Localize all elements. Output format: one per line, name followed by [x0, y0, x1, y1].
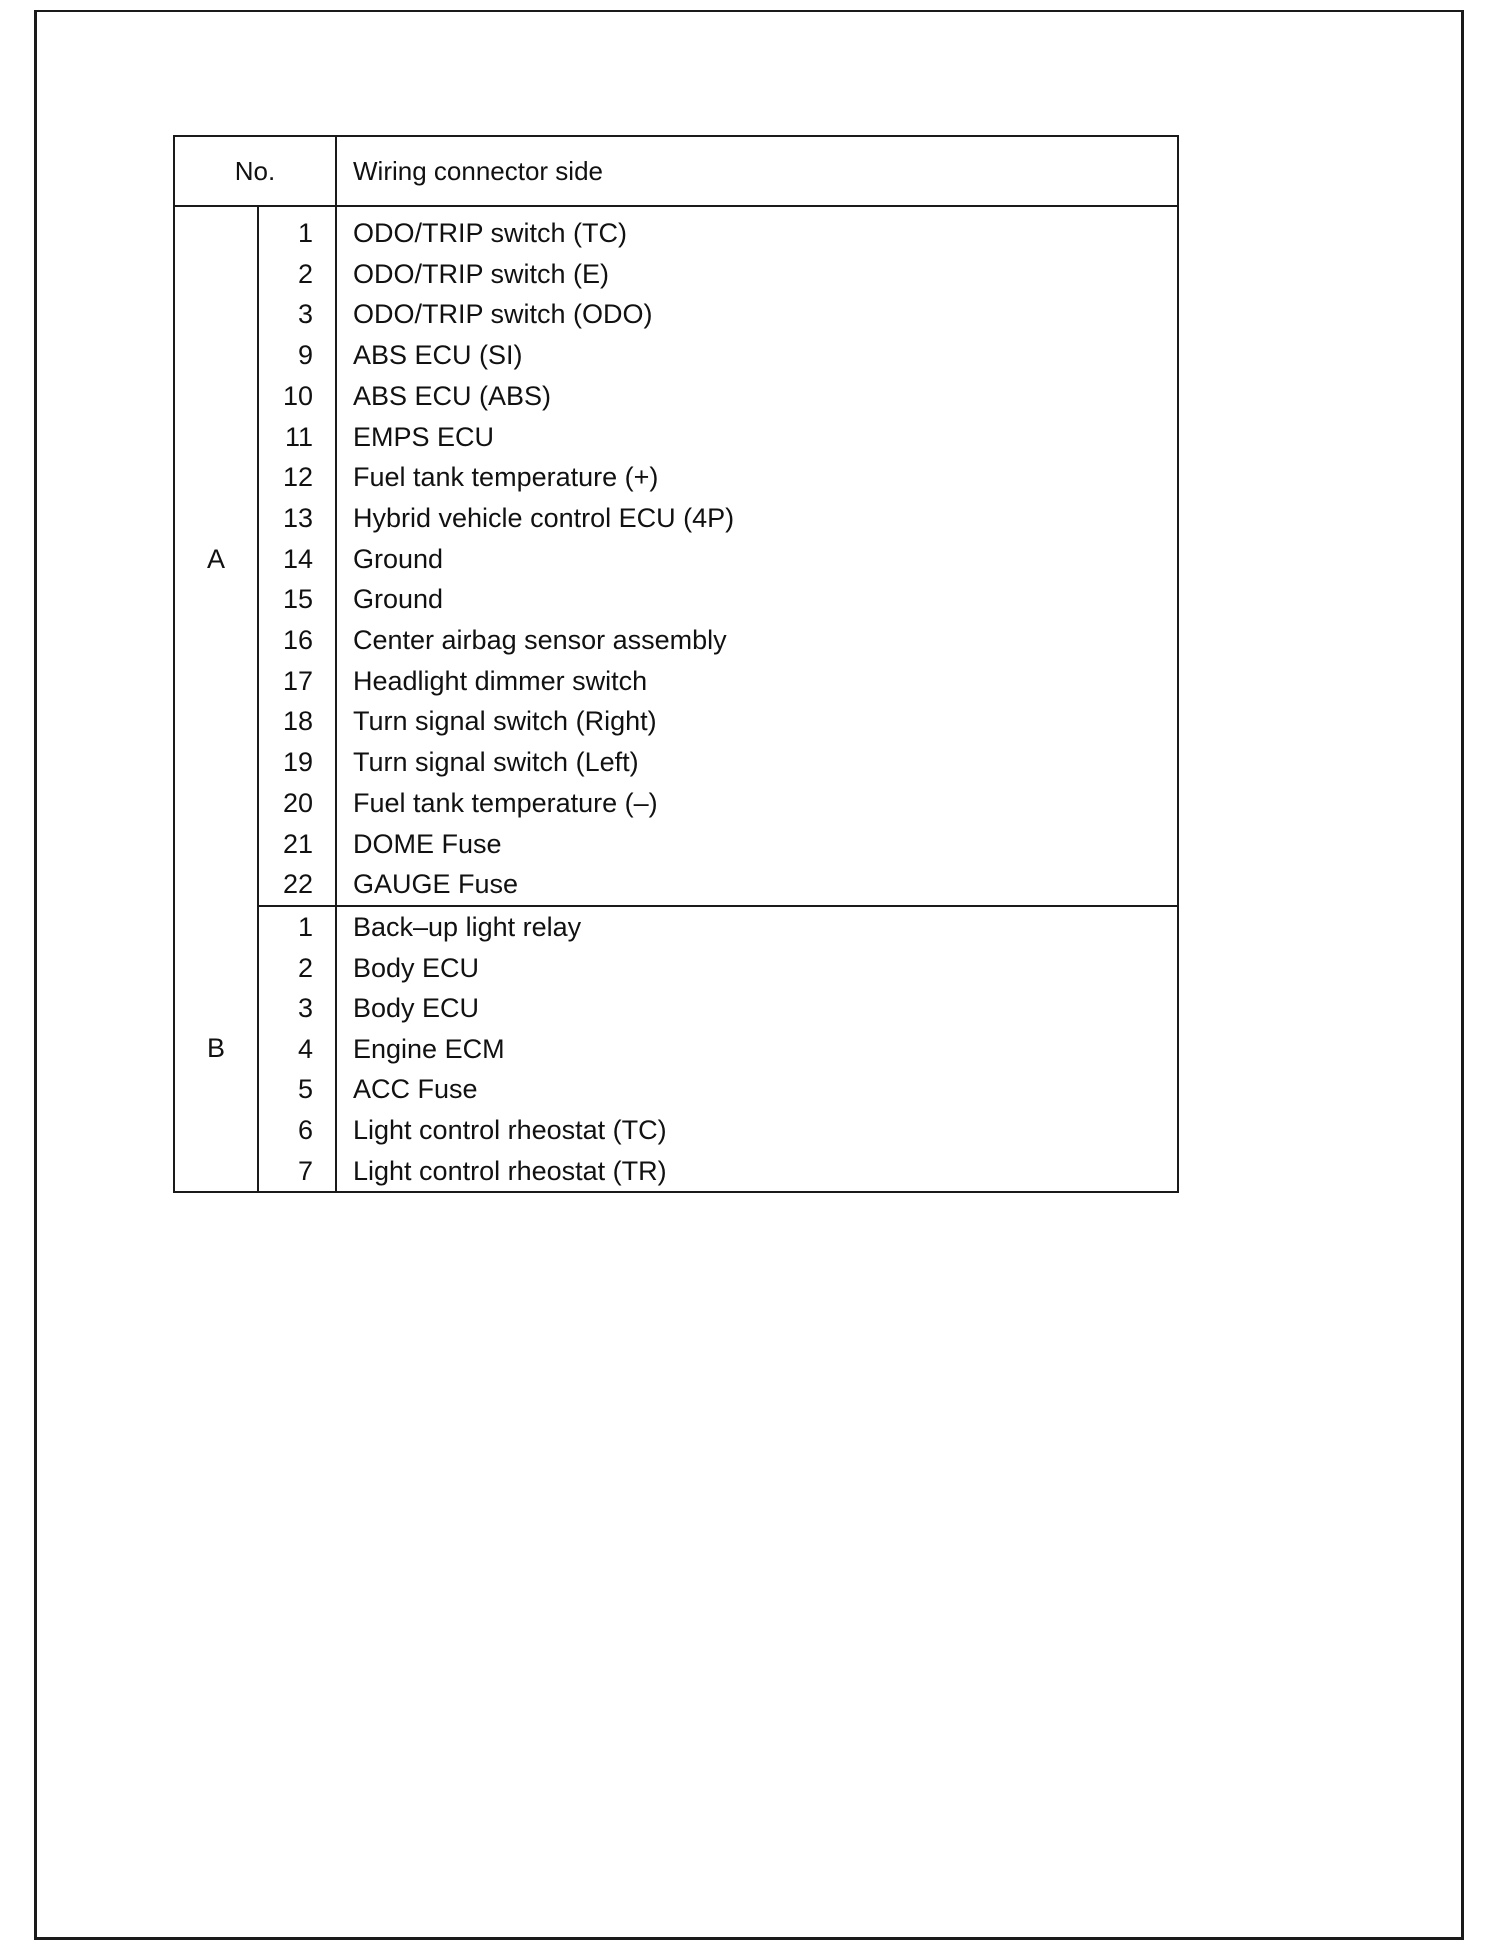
pin-number: 2: [258, 948, 336, 989]
pin-number: 19: [258, 742, 336, 783]
pin-description: Center airbag sensor assembly: [353, 625, 727, 656]
pin-number: 4: [258, 1029, 336, 1070]
pin-description: Hybrid vehicle control ECU (4P): [353, 502, 735, 533]
pin-number: 5: [258, 1069, 336, 1110]
pin-description: ACC Fuse: [353, 1074, 478, 1105]
table-row: [174, 335, 1178, 376]
table-row: [174, 498, 1178, 539]
pin-number: 1: [258, 206, 336, 254]
connector-table-container: [173, 135, 1177, 1193]
table-row: [174, 1151, 1178, 1193]
pin-number: 3: [258, 294, 336, 335]
pin-description: ODO/TRIP switch (TC): [353, 218, 628, 248]
pin-number: 1: [258, 906, 336, 948]
pin-number: 22: [258, 864, 336, 906]
table-row: [174, 988, 1178, 1029]
pin-number: 7: [258, 1151, 336, 1193]
pin-number: 12: [258, 457, 336, 498]
pin-number: 6: [258, 1110, 336, 1151]
connector-group-a: [174, 206, 1178, 906]
pin-description: DOME Fuse: [353, 828, 502, 859]
pin-number: 21: [258, 824, 336, 865]
table-row: [174, 206, 1178, 254]
header-description: Wiring connector side: [336, 136, 1178, 206]
pin-description: ODO/TRIP switch (ODO): [353, 299, 653, 330]
pin-number: 16: [258, 620, 336, 661]
pin-number: 15: [258, 579, 336, 620]
pin-description: Turn signal switch (Right): [353, 706, 657, 737]
pin-description: ABS ECU (ABS): [353, 380, 552, 411]
header-no: No.: [174, 136, 336, 206]
table-row: [174, 620, 1178, 661]
pin-description: Body ECU: [353, 952, 480, 983]
table-row: [174, 864, 1178, 906]
pin-number: 18: [258, 701, 336, 742]
pin-description: ODO/TRIP switch (E): [353, 258, 610, 289]
table-row: [174, 948, 1178, 989]
pin-description: Engine ECM: [353, 1033, 505, 1064]
table-row: [174, 417, 1178, 458]
pin-number: 11: [258, 417, 336, 458]
pin-description: Ground: [353, 584, 444, 615]
pin-description: Fuel tank temperature (+): [353, 462, 659, 493]
table-row: [174, 824, 1178, 865]
pin-number: 9: [258, 335, 336, 376]
pin-description: Fuel tank temperature (–): [353, 787, 658, 818]
table-header-row: [174, 136, 1178, 206]
pin-description: GAUGE Fuse: [336, 864, 1178, 906]
table-row: [174, 661, 1178, 702]
table-row: [174, 254, 1178, 295]
pin-description: Ground: [353, 543, 444, 574]
pin-description: Turn signal switch (Left): [353, 747, 639, 778]
pin-number: 2: [258, 254, 336, 295]
connector-pin-table: [173, 135, 1179, 1193]
pin-number: 14: [258, 539, 336, 580]
table-row: [174, 457, 1178, 498]
pin-description: EMPS ECU: [353, 421, 495, 452]
table-row: [174, 294, 1178, 335]
table-row: [174, 701, 1178, 742]
table-row: [174, 539, 1178, 580]
table-row: [174, 376, 1178, 417]
pin-number: 13: [258, 498, 336, 539]
pin-description: Body ECU: [353, 993, 480, 1024]
pin-description: Light control rheostat (TC): [353, 1114, 667, 1145]
pin-description: Back–up light relay: [353, 911, 582, 942]
connector-group-b: [174, 906, 1178, 1192]
pin-number: 3: [258, 988, 336, 1029]
connector-group-label: A: [174, 206, 258, 906]
connector-group-label: B: [174, 906, 258, 1192]
table-row: [174, 906, 1178, 948]
table-row: [174, 742, 1178, 783]
pin-description: Headlight dimmer switch: [353, 665, 648, 696]
pin-number: 17: [258, 661, 336, 702]
pin-number: 20: [258, 783, 336, 824]
table-row: [174, 783, 1178, 824]
table-row: [174, 579, 1178, 620]
table-row: [174, 1029, 1178, 1070]
pin-number: 10: [258, 376, 336, 417]
table-row: [174, 1069, 1178, 1110]
table-row: [174, 1110, 1178, 1151]
pin-description: Light control rheostat (TR): [353, 1155, 667, 1186]
pin-description: ABS ECU (SI): [353, 340, 523, 371]
